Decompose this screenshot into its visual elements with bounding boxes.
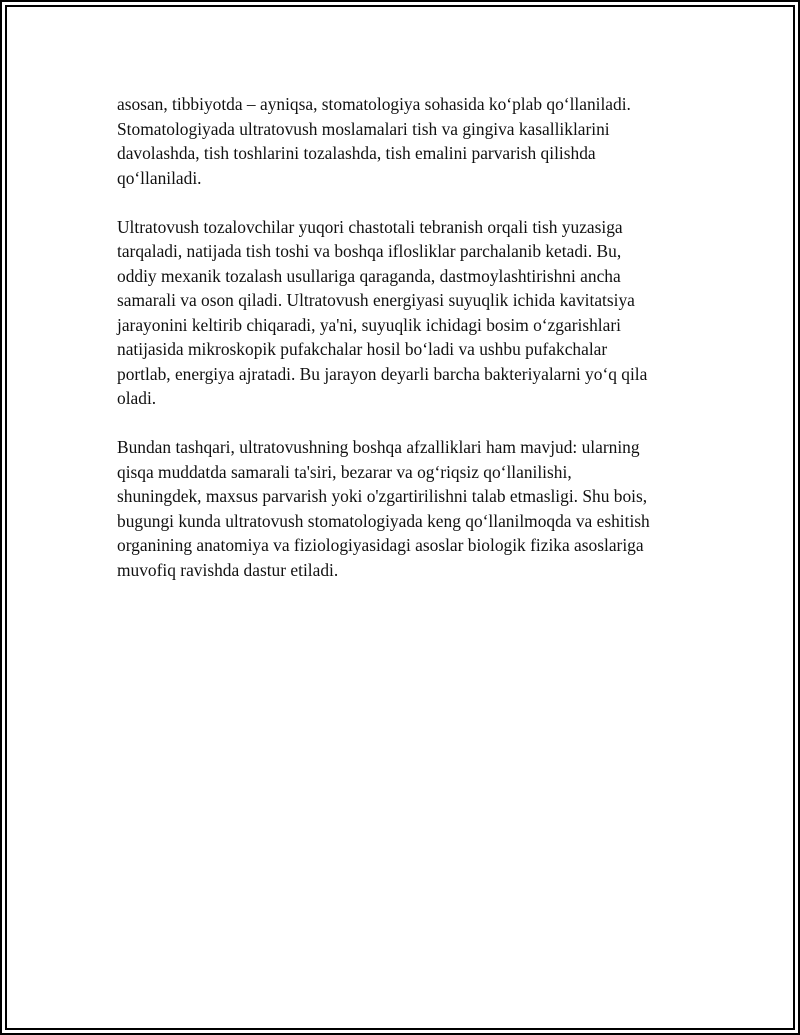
paragraph-2: Ultratovush tozalovchilar yuqori chastotali tebranish orqali tish yuzasiga tarqaladi, natijada tish toshi va boshqa iflosliklar parchalanib ketadi. Bu, oddiy mexanik tozalash usullariga qaraganda, dastmoylashtirishni ancha samarali va oson qiladi. Ultratovush energiyasi suyuqlik ichida kavitatsiya jarayonini keltirib chiqaradi, ya'ni, suyuqlik ichidagi bosim o‘zgarishlari natijasida mikroskopik pufakchalar hosil bo‘ladi va ushbu pufakchalar portlab, energiya ajratadi. Bu jarayon deyarli barcha bakteriyalarni yo‘q qila oladi. (117, 216, 648, 408)
paragraph-1: asosan, tibbiyotda – ayniqsa, stomatologiya sohasida ko‘plab qo‘llaniladi. Stomatologiyada ultratovush moslamalari tish va gingiva kasalliklarini davolashda, tish toshlarini tozalashda, tish emalini parvarish qilishda qo‘llaniladi. (117, 94, 631, 188)
document-body (117, 92, 697, 607)
paragraph-3: Bundan tashqari, ultratovushning boshqa afzalliklari ham mavjud: ularning qisqa muddatda samarali ta'siri, bezarar va og‘riqsiz qo‘llanilishi, shuningdek, maxsus parvarish yoki o'zgartirilishni talab etmasligi. Shu bois, bugungi kunda ultratovush stomatologiyada keng qo‘llanilmoqda va eshitish organining anatomiya va fiziologiyasidagi asoslar biologik fizika asoslariga muvofiq ravishda dastur etiladi. (117, 437, 650, 580)
